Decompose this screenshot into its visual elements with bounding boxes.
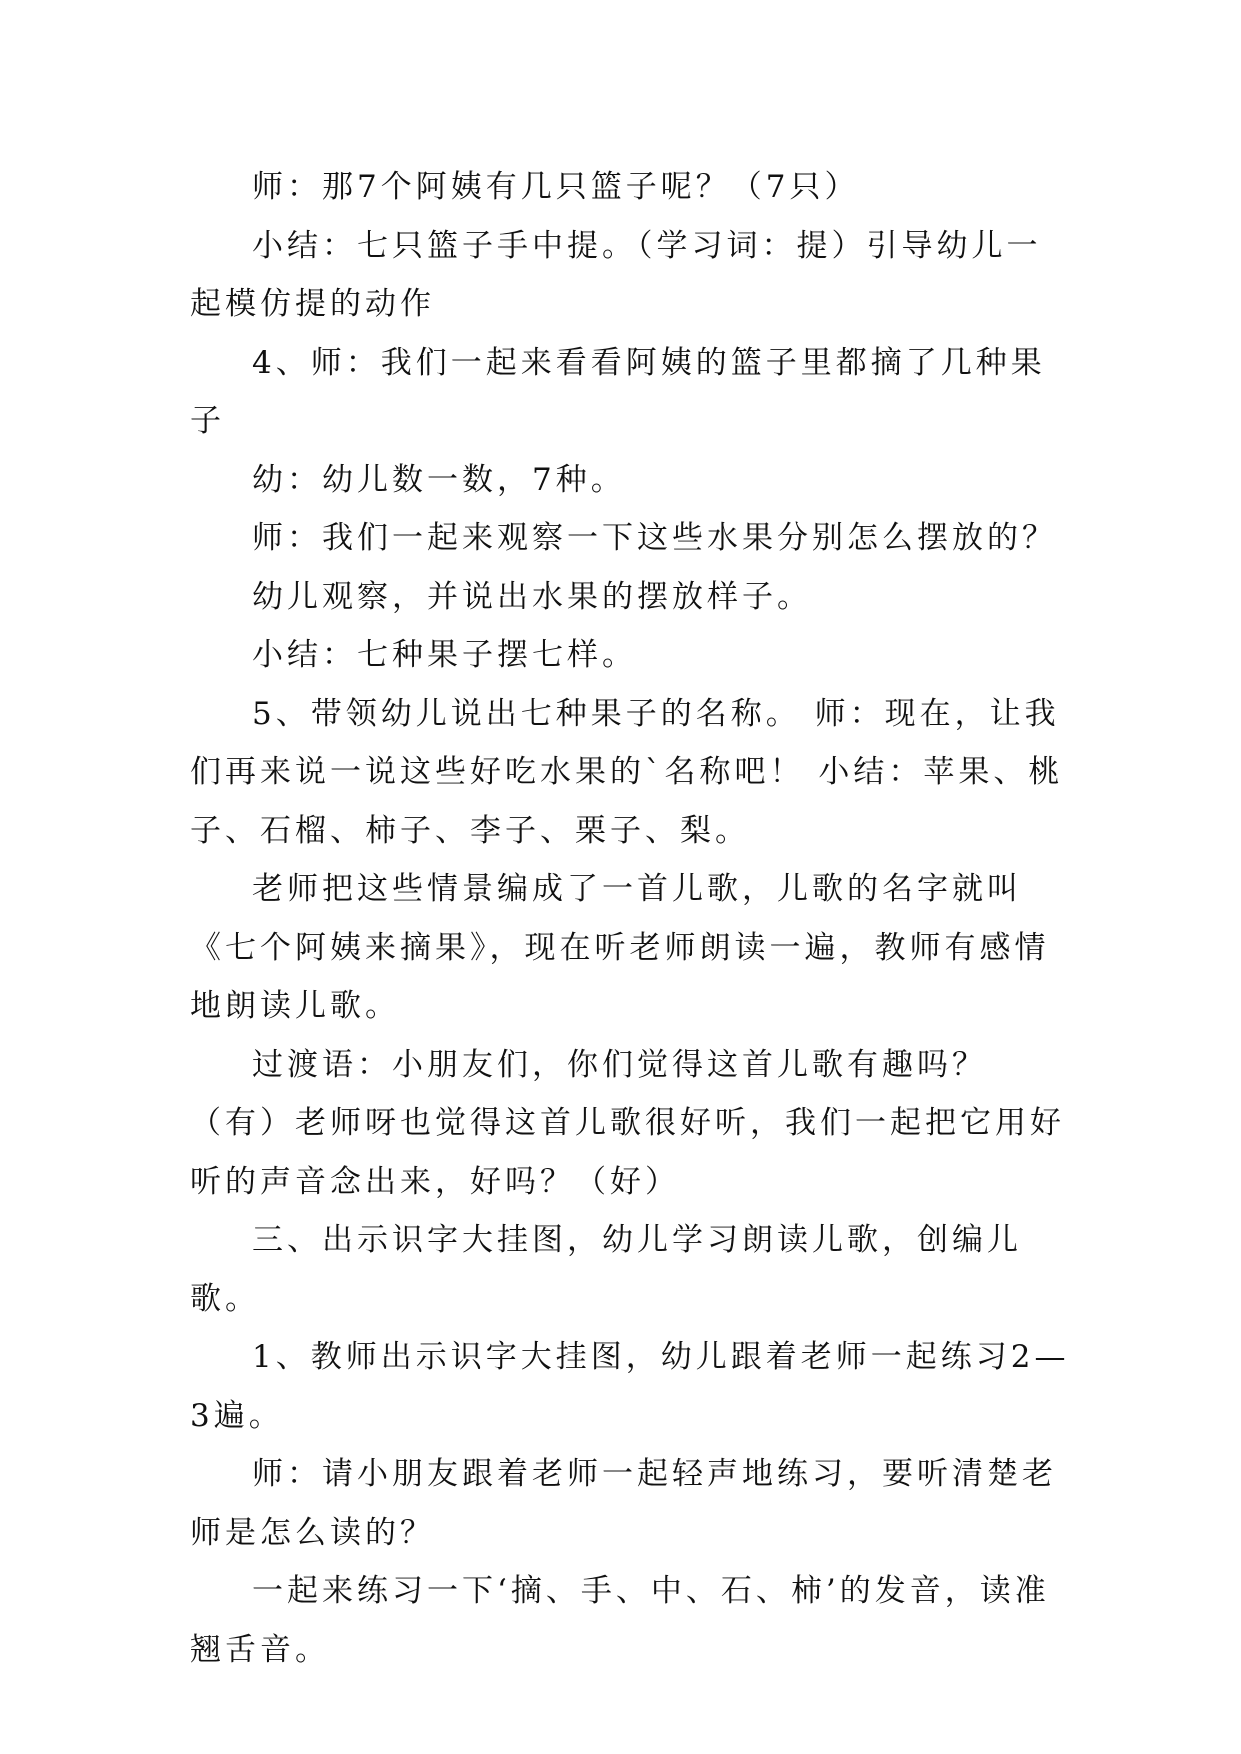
paragraph: 过渡语：小朋友们，你们觉得这首儿歌有趣吗？（有）老师呀也觉得这首儿歌很好听，我们一起把它用好听的声音念出来，好吗？（好） <box>190 1046 1065 1200</box>
paragraph: 老师把这些情景编成了一首儿歌，儿歌的名字就叫《七个阿姨来摘果》，现在听老师朗读一遍，教师有感情地朗读儿歌。 <box>190 871 1050 1024</box>
paragraph: 小结：七种果子摆七样。 <box>252 637 637 673</box>
document-body <box>190 158 1070 1679</box>
paragraph: 幼儿观察，并说出水果的摆放样子。 <box>252 578 812 615</box>
paragraph: 三、出示识字大挂图，幼儿学习朗读儿歌，创编儿歌。 <box>190 1222 1022 1317</box>
paragraph: 师：那7个阿姨有几只篮子呢？（7只） <box>252 169 860 205</box>
paragraph: 4、师：我们一起来看看阿姨的篮子里都摘了几种果子 <box>190 344 1046 439</box>
paragraph: 一起来练习一下‘摘、手、中、石、柿’的发音，读准翘舌音。 <box>190 1573 1050 1668</box>
paragraph: 师：我们一起来观察一下这些水果分别怎么摆放的？ <box>252 520 1057 556</box>
paragraph: 师：请小朋友跟着老师一起轻声地练习，要听清楚老师是怎么读的？ <box>190 1456 1057 1551</box>
paragraph: 小结：七只篮子手中提。（学习词：提）引导幼儿一起模仿提的动作 <box>190 227 1042 322</box>
paragraph: 5、带领幼儿说出七种果子的名称。 师：现在，让我们再来说一说这些好吃水果的`名称吧！ 小结：苹果、桃子、石榴、柿子、李子、栗子、梨。 <box>190 695 1064 849</box>
paragraph: 1、教师出示识字大挂图，幼儿跟着老师一起练习2—3遍。 <box>190 1339 1070 1434</box>
paragraph: 幼：幼儿数一数，7种。 <box>252 461 626 498</box>
